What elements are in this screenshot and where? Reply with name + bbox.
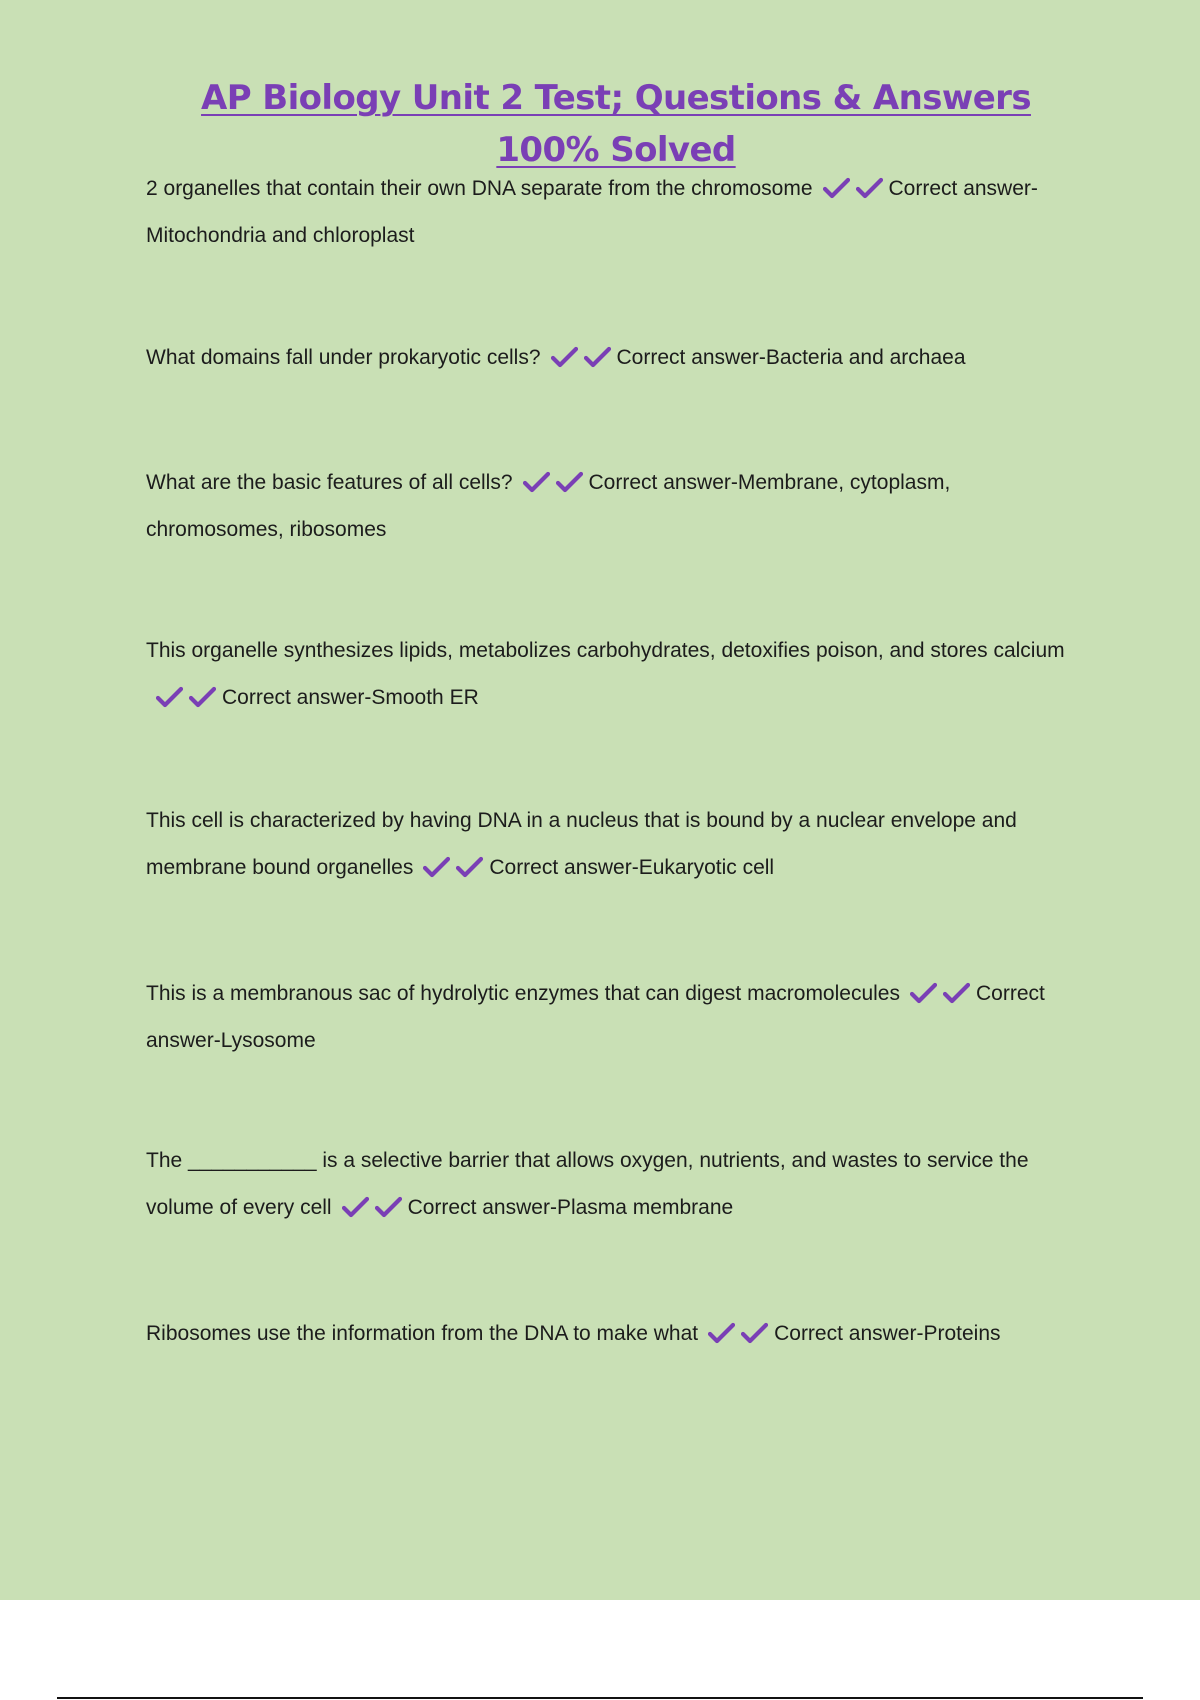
- answer-text: Correct answer-Bacteria and archaea: [616, 346, 966, 369]
- answer-text: Correct answer-Mitochondria and chloroplast: [146, 177, 1038, 247]
- qa-item: [146, 1137, 1086, 1231]
- question-text: This cell is characterized by having DNA in a nucleus that is bound by a nuclear envelope and membrane bound organelles: [146, 809, 1017, 879]
- qa-item: [146, 1310, 1086, 1357]
- question-text: What domains fall under prokaryotic cells?: [146, 346, 541, 369]
- question-text: What are the basic features of all cells?: [146, 471, 513, 494]
- question-text: This is a membranous sac of hydrolytic enzymes that can digest macromolecules: [146, 982, 900, 1005]
- answer-text: Correct answer-Eukaryotic cell: [489, 856, 775, 879]
- checkmark-icon: [708, 1322, 735, 1344]
- question-text: The ___________ is a selective barrier that allows oxygen, nutrients, and wastes to service the volume of every cell: [146, 1149, 1029, 1219]
- qa-item: [146, 797, 1086, 891]
- qa-item: [146, 970, 1086, 1064]
- checkmark-icon: [189, 686, 216, 708]
- checkmark-icon: [523, 471, 550, 493]
- qa-item: [146, 165, 1086, 259]
- checkmark-icon: [556, 471, 583, 493]
- qa-item: [146, 334, 1086, 381]
- qa-item: [146, 459, 1086, 553]
- checkmark-icon: [156, 686, 183, 708]
- checkmark-icon: [584, 346, 611, 368]
- footer-rule: [57, 1697, 1143, 1699]
- answer-text: Correct answer-Plasma membrane: [407, 1196, 734, 1219]
- qa-item: [146, 627, 1086, 721]
- checkmark-icon: [551, 346, 578, 368]
- question-text: Ribosomes use the information from the DNA to make what: [146, 1322, 699, 1345]
- answer-text: Correct answer-Lysosome: [146, 982, 1045, 1052]
- checkmark-icon: [423, 856, 450, 878]
- checkmark-icon: [741, 1322, 768, 1344]
- checkmark-icon: [910, 982, 937, 1004]
- checkmark-icon: [856, 177, 883, 199]
- checkmark-icon: [823, 177, 850, 199]
- answer-text: Correct answer-Proteins: [774, 1322, 1001, 1345]
- answer-text: Correct answer-Membrane, cytoplasm, chromosomes, ribosomes: [146, 471, 951, 541]
- document-title: AP Biology Unit 2 Test; Questions & Answers 100% Solved: [201, 78, 1031, 170]
- checkmark-icon: [375, 1196, 402, 1218]
- answer-text: Correct answer-Smooth ER: [222, 686, 479, 709]
- question-text: 2 organelles that contain their own DNA separate from the chromosome: [146, 177, 813, 200]
- checkmark-icon: [456, 856, 483, 878]
- checkmark-icon: [342, 1196, 369, 1218]
- checkmark-icon: [943, 982, 970, 1004]
- question-text: This organelle synthesizes lipids, metabolizes carbohydrates, detoxifies poison, and stores calcium: [146, 639, 1065, 662]
